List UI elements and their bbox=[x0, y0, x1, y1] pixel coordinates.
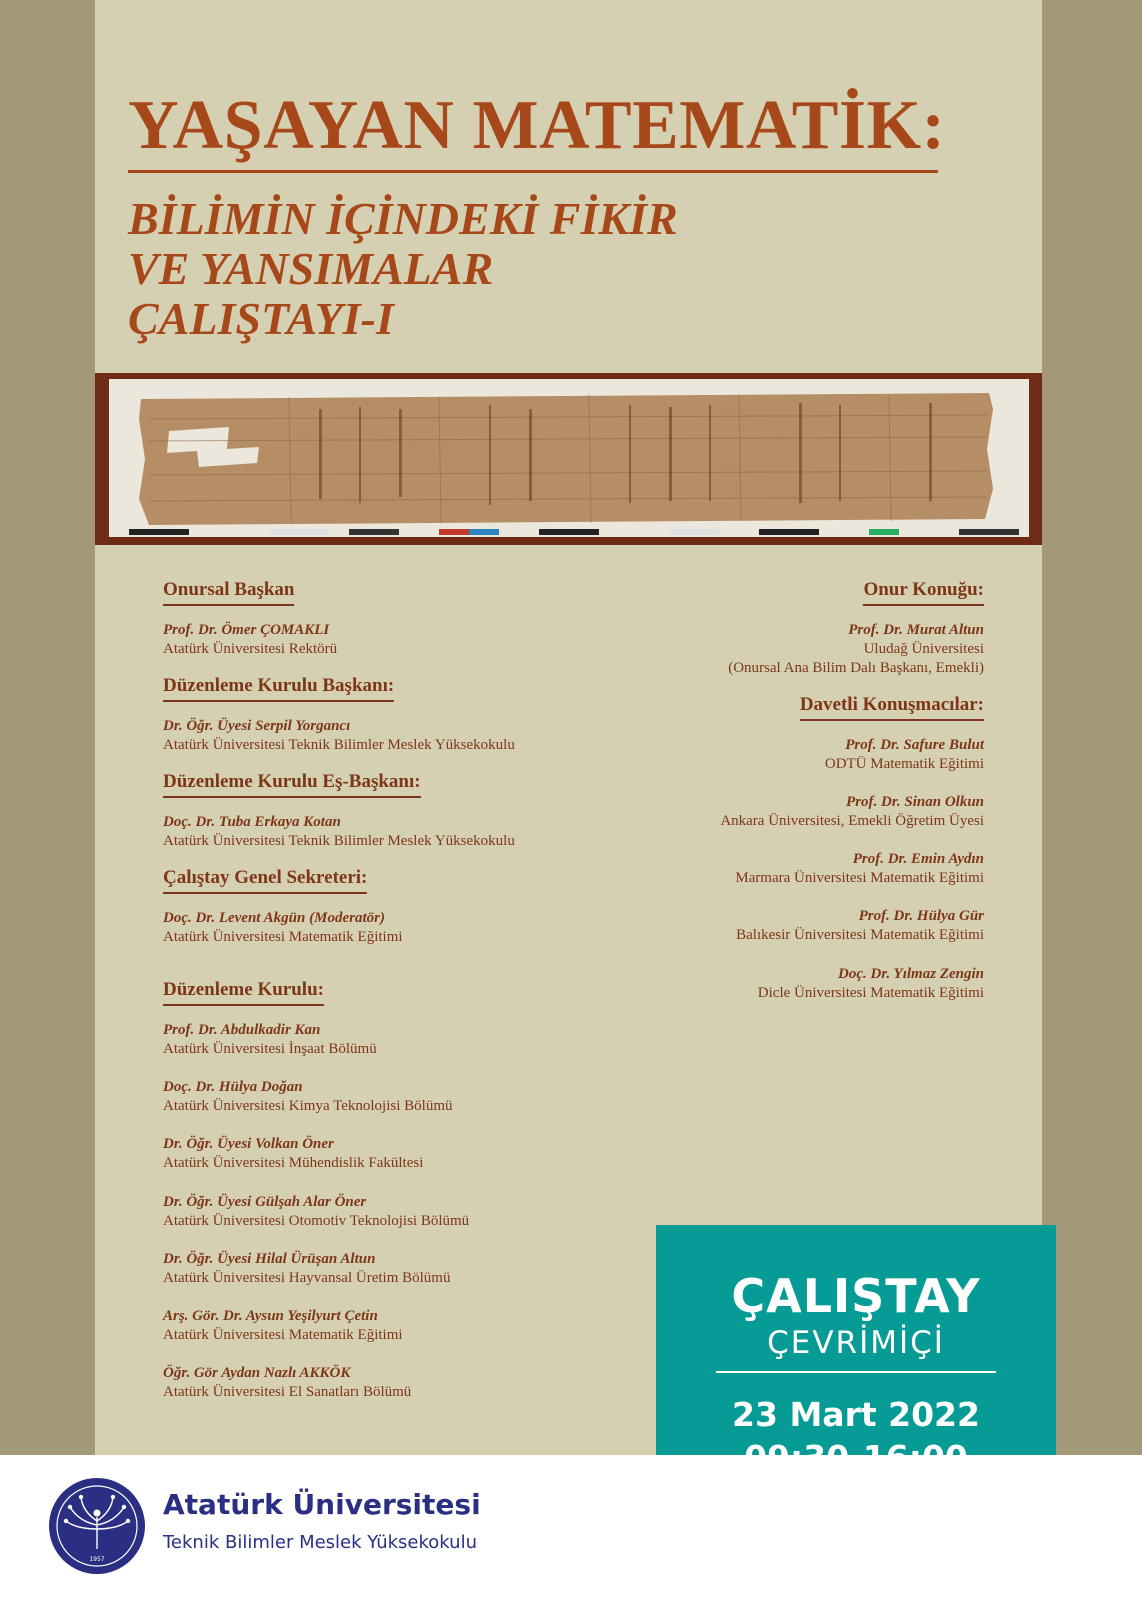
honorary-chair-entry bbox=[163, 621, 337, 659]
person-name: Dr. Öğr. Üyesi Gülşah Alar Öner bbox=[163, 1194, 367, 1210]
person-name: Öğr. Gör Aydan Nazlı AKKÖK bbox=[163, 1365, 351, 1381]
person-affiliation: Atatürk Üniversitesi Hayvansal Üretim Bölümü bbox=[163, 1270, 451, 1286]
university-name: Atatürk Üniversitesi bbox=[163, 1488, 481, 1521]
school-name: Teknik Bilimler Meslek Yüksekokulu bbox=[163, 1532, 477, 1553]
person-name: Prof. Dr. Hülya Gür bbox=[858, 908, 984, 924]
person-affiliation: Uludağ Üniversitesi bbox=[863, 641, 984, 657]
person-affiliation: Atatürk Üniversitesi Matematik Eğitimi bbox=[163, 929, 403, 945]
speaker-4 bbox=[736, 907, 984, 945]
committee-member-2 bbox=[163, 1078, 452, 1116]
person-affiliation: Atatürk Üniversitesi İnşaat Bölümü bbox=[163, 1041, 377, 1057]
guest-entry bbox=[728, 621, 984, 678]
event-date: 23 Mart 2022 bbox=[732, 1395, 980, 1434]
person-affiliation: Atatürk Üniversitesi Otomotiv Teknolojisi Bölümü bbox=[163, 1213, 470, 1229]
speaker-3 bbox=[735, 850, 984, 888]
speakers-heading: Davetli Konuşmacılar: bbox=[800, 694, 984, 721]
committee-cochair-heading: Düzenleme Kurulu Eş-Başkanı: bbox=[163, 771, 421, 798]
secretary-entry bbox=[163, 909, 403, 947]
guest-heading: Onur Konuğu: bbox=[863, 579, 984, 606]
person-affiliation-note: (Onursal Ana Bilim Dalı Başkanı, Emekli) bbox=[728, 660, 984, 676]
committee-chair-heading: Düzenleme Kurulu Başkanı: bbox=[163, 675, 394, 702]
person-name: Prof. Dr. Ömer ÇOMAKLI bbox=[163, 622, 330, 638]
person-name: Prof. Dr. Emin Aydın bbox=[852, 851, 984, 867]
person-name: Doç. Dr. Tuba Erkaya Kotan bbox=[163, 814, 341, 830]
papyrus-illustration bbox=[109, 379, 1029, 537]
person-affiliation: Atatürk Üniversitesi Matematik Eğitimi bbox=[163, 1327, 403, 1343]
committee-chair-entry bbox=[163, 717, 515, 755]
committee-member-6 bbox=[163, 1307, 403, 1345]
committee-heading: Düzenleme Kurulu: bbox=[163, 979, 324, 1006]
papyrus-mat bbox=[109, 379, 1029, 537]
person-name: Prof. Dr. Sinan Olkun bbox=[846, 794, 984, 810]
person-affiliation: Atatürk Üniversitesi Rektörü bbox=[163, 641, 338, 657]
committee-cochair-entry bbox=[163, 813, 515, 851]
person-affiliation: Ankara Üniversitesi, Emekli Öğretim Üyesi bbox=[720, 813, 984, 829]
subtitle-line-1: BİLİMİN İÇİNDEKİ FİKİR bbox=[128, 193, 678, 244]
person-name: Dr. Öğr. Üyesi Serpil Yorgancı bbox=[163, 718, 351, 734]
footer bbox=[0, 1455, 1142, 1600]
person-name: Prof. Dr. Abdulkadir Kan bbox=[163, 1022, 321, 1038]
speaker-2 bbox=[720, 793, 984, 831]
person-affiliation: Atatürk Üniversitesi Teknik Bilimler Meslek Yüksekokulu bbox=[163, 833, 515, 849]
poster-title: YAŞAYAN MATEMATİK: bbox=[128, 87, 946, 164]
title-underline bbox=[128, 170, 938, 173]
person-affiliation: Atatürk Üniversitesi Kimya Teknolojisi Bölümü bbox=[163, 1098, 453, 1114]
person-affiliation: Atatürk Üniversitesi El Sanatları Bölümü bbox=[163, 1384, 412, 1400]
person-name: Arş. Gör. Dr. Aysun Yeşilyurt Çetin bbox=[163, 1308, 378, 1324]
person-name: Dr. Öğr. Üyesi Volkan Öner bbox=[163, 1136, 334, 1152]
speaker-1 bbox=[825, 736, 984, 774]
seal-year: 1957 bbox=[89, 1556, 105, 1563]
subtitle-line-3: ÇALIŞTAYI-I bbox=[128, 293, 394, 344]
event-mode: ÇEVRİMİÇİ bbox=[767, 1325, 945, 1361]
event-divider bbox=[716, 1371, 996, 1373]
person-affiliation: Dicle Üniversitesi Matematik Eğitimi bbox=[757, 985, 984, 1001]
person-affiliation: Atatürk Üniversitesi Teknik Bilimler Meslek Yüksekokulu bbox=[163, 737, 515, 753]
person-name: Dr. Öğr. Üyesi Hilal Ürüşan Altun bbox=[163, 1251, 376, 1267]
committee-member-4 bbox=[163, 1193, 469, 1231]
person-name: Doç. Dr. Levent Akgün (Moderatör) bbox=[163, 910, 385, 926]
person-affiliation: Marmara Üniversitesi Matematik Eğitimi bbox=[735, 870, 984, 886]
event-label: ÇALIŞTAY bbox=[731, 1269, 981, 1323]
person-name: Doç. Dr. Yılmaz Zengin bbox=[838, 966, 984, 982]
secretary-heading: Çalıştay Genel Sekreteri: bbox=[163, 867, 367, 894]
person-name: Prof. Dr. Safure Bulut bbox=[845, 737, 984, 753]
person-name: Doç. Dr. Hülya Doğan bbox=[163, 1079, 303, 1095]
person-affiliation: ODTÜ Matematik Eğitimi bbox=[824, 756, 984, 772]
person-affiliation: Atatürk Üniversitesi Mühendislik Fakültesi bbox=[163, 1155, 424, 1171]
speaker-5 bbox=[758, 965, 984, 1003]
committee-member-1 bbox=[163, 1021, 377, 1059]
committee-member-3 bbox=[163, 1135, 423, 1173]
honorary-chair-heading: Onursal Başkan bbox=[163, 579, 294, 606]
person-name: Prof. Dr. Murat Altun bbox=[848, 622, 984, 638]
university-seal-icon bbox=[48, 1477, 146, 1575]
committee-member-7 bbox=[163, 1364, 411, 1402]
committee-member-5 bbox=[163, 1250, 450, 1288]
person-affiliation: Balıkesir Üniversitesi Matematik Eğitimi bbox=[736, 927, 984, 943]
papyrus-image-frame bbox=[95, 373, 1042, 545]
subtitle-line-2: VE YANSIMALAR bbox=[128, 243, 494, 294]
